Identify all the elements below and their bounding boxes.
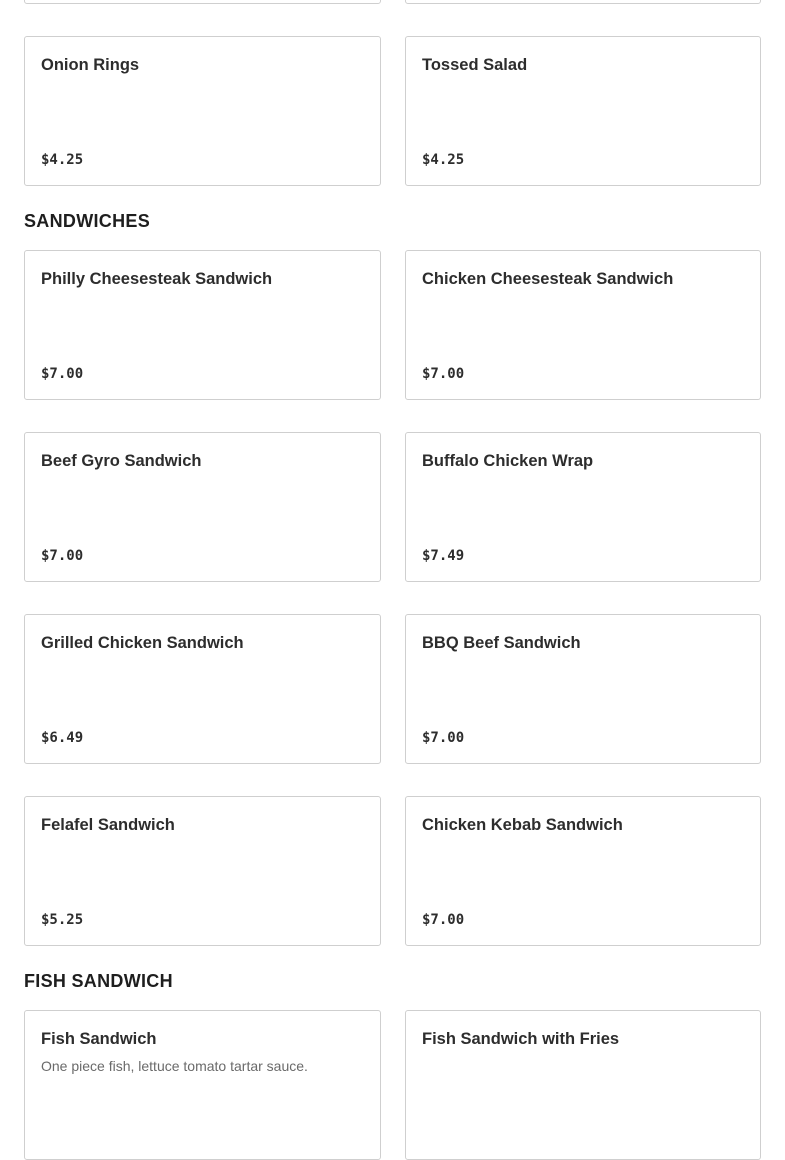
menu-item-price: $4.25 [41,152,84,168]
menu-item-price: $7.00 [422,730,465,746]
menu-item-card[interactable] [24,1010,381,1160]
menu-item-name: Chicken Cheesesteak Sandwich [422,270,674,288]
menu-item-price: $7.00 [422,912,465,928]
menu-item-description: One piece fish, lettuce tomato tartar sauce. [41,1058,308,1074]
section-title-fish-sandwich: FISH SANDWICH [24,971,173,991]
menu-item-card[interactable] [405,432,761,582]
menu-item-name: Onion Rings [41,56,140,74]
menu-item-name: Felafel Sandwich [41,816,175,834]
menu-item-card[interactable] [24,614,381,764]
menu-item-name: Beef Gyro Sandwich [41,452,202,470]
menu-item-name: Grilled Chicken Sandwich [41,634,244,652]
menu-item-price: $7.49 [422,548,465,564]
menu-item-name: Fish Sandwich with Fries [422,1030,620,1048]
menu-item-card[interactable] [24,36,381,186]
menu-item-price: $4.25 [422,152,465,168]
menu-item-card[interactable] [24,796,381,946]
section-title-sandwiches: SANDWICHES [24,211,151,231]
menu-item-card-partial[interactable] [24,0,381,4]
menu-item-name: Buffalo Chicken Wrap [422,452,594,470]
menu-item-name: BBQ Beef Sandwich [422,634,581,652]
menu-item-name: Fish Sandwich [41,1030,157,1048]
menu-item-name: Chicken Kebab Sandwich [422,816,623,834]
menu-item-card[interactable] [24,250,381,400]
menu-item-card[interactable] [405,1010,761,1160]
menu-item-name: Tossed Salad [422,56,528,74]
menu-item-card-partial[interactable] [405,0,761,4]
menu-item-card[interactable] [405,614,761,764]
menu-item-card[interactable] [24,432,381,582]
menu-item-card[interactable] [405,250,761,400]
menu-item-name: Philly Cheesesteak Sandwich [41,270,273,288]
menu-item-price: $7.00 [41,366,84,382]
menu-item-price: $7.00 [41,548,84,564]
menu-item-price: $7.00 [422,366,465,382]
menu-item-price: $5.25 [41,912,84,928]
menu-item-price: $6.49 [41,730,84,746]
menu-item-card[interactable] [405,36,761,186]
menu-item-card[interactable] [405,796,761,946]
